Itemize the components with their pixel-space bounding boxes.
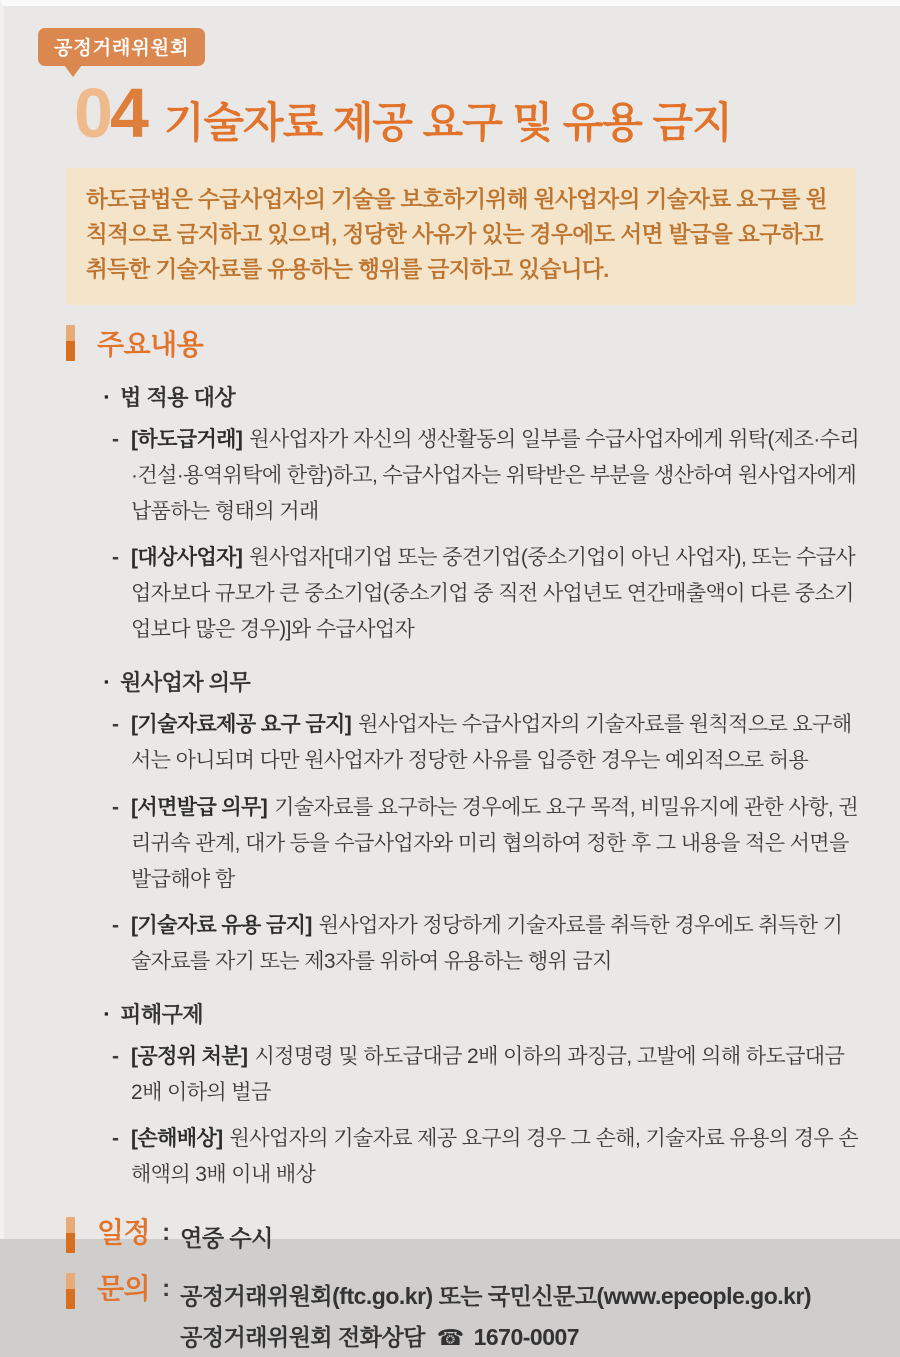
dash-marker: - [112, 545, 119, 569]
agency-badge-label: 공정거래위원회 [54, 38, 190, 59]
contact-phone-number: 1670-0007 [473, 1323, 580, 1350]
item-text: 원사업자가 자신의 생산활동의 일부를 수급사업자에게 위탁(제조·수리·건설·용역위탁에 한함)하고, 수급사업자는 위탁받은 부분을 생산하여 원사업자에게 납품하는 형태의 거래 [131, 427, 860, 523]
contact-row [66, 1271, 900, 1357]
dash-marker: - [112, 795, 119, 819]
square-bullet-icon: ▪ [104, 388, 109, 404]
section-marker-bar [66, 1273, 75, 1309]
list-item [112, 908, 860, 980]
item-tag: [기술자료제공 요구 금지] [131, 713, 352, 737]
group-label [104, 381, 860, 412]
schedule-label: 일정 [97, 1217, 151, 1249]
telephone-icon: ☎ [436, 1324, 464, 1350]
dash-marker: - [112, 1127, 119, 1151]
group-label-text: 피해구제 [120, 1002, 204, 1028]
item-text: 원사업자의 기술자료 제공 요구의 경우 그 손해, 기술자료 유용의 경우 손해액의 3배 이내 배상 [131, 1127, 859, 1187]
dash-marker: - [112, 913, 119, 937]
schedule-value: 연중 수시 [180, 1225, 273, 1252]
section-number-digit: 4 [109, 74, 146, 152]
badge-tail [64, 65, 82, 77]
group-label [104, 666, 860, 697]
item-tag: [기술자료 유용 금지] [131, 913, 312, 937]
item-text: 원사업자가 정당하게 기술자료를 취득한 경우에도 취득한 기술자료를 자기 또는 제3자를 위하여 유용하는 행위 금지 [131, 913, 843, 973]
group-law-scope [104, 381, 860, 649]
intro-box: 하도급법은 수급사업자의 기술을 보호하기위해 원사업자의 기술자료 요구를 원칙적으로 금지하고 있으며, 정당한 사유가 있는 경우에도 서면 발급을 요구하고 취득한 기술자료를 유용하는 행위를 금지하고 있습니다. [66, 168, 856, 305]
contact-details [180, 1276, 811, 1357]
contact-line-1: 공정거래위원회(ftc.go.kr) 또는 국민신문고(www.epeople.go.kr) [180, 1283, 812, 1310]
dash-marker: - [112, 427, 119, 451]
page-title: 기술자료 제공 요구 및 유용 금지 [163, 99, 732, 146]
item-text: 시정명령 및 하도급대금 2배 이하의 과징금, 고발에 의해 하도급대금 2배 이하의 벌금 [131, 1045, 845, 1105]
schedule-row [66, 1215, 900, 1253]
item-text: 기술자료를 요구하는 경우에도 요구 목적, 비밀유지에 관한 사항, 권리귀속 관계, 대가 등을 수급사업자와 미리 협의하여 정한 후 그 내용을 적은 서면을 발급해야 함 [131, 795, 859, 891]
contact-phone-caption: 공정거래위원회 전화상담 [180, 1323, 425, 1350]
dash-marker: - [112, 713, 119, 737]
dash-marker: - [112, 1045, 119, 1069]
square-bullet-icon: ▪ [104, 1006, 109, 1022]
main-section-heading [66, 323, 900, 363]
group-contractor-duties [104, 666, 860, 980]
section-marker-bar [66, 325, 75, 361]
list-item [112, 1039, 860, 1111]
group-label [104, 998, 860, 1029]
section-number-digit: 0 [74, 74, 110, 152]
list-item [112, 707, 860, 779]
list-item [112, 422, 860, 530]
item-tag: [하도급거래] [131, 427, 243, 451]
item-tag: [서면발급 의무] [131, 795, 268, 819]
group-label-text: 법 적용 대상 [120, 384, 236, 410]
group-remedies [104, 998, 860, 1193]
section-number [74, 74, 146, 152]
item-tag: [대상사업자] [131, 545, 243, 569]
item-text: 원사업자[대기업 또는 중견기업(중소기업이 아닌 사업자), 또는 수급사업자보다 규모가 큰 중소기업(중소기업 중 직전 사업년도 연간매출액이 다른 중소기업보다 많은 경우)]와 수급사업자 [131, 545, 856, 642]
item-tag: [손해배상] [131, 1127, 223, 1151]
title-row [74, 74, 900, 152]
group-label-text: 원사업자 의무 [120, 670, 251, 696]
separator: : [162, 1275, 171, 1303]
main-section-title: 주요내용 [97, 328, 204, 360]
section-marker-bar [66, 1217, 75, 1253]
contact-label: 문의 [97, 1273, 151, 1305]
item-text: 원사업자는 수급사업자의 기술자료를 원칙적으로 요구해서는 아니되며 다만 원사업자가 정당한 사유를 입증한 경우는 예외적으로 허용 [131, 713, 852, 773]
list-item [112, 790, 860, 898]
agency-badge [38, 28, 205, 66]
contact-line-2 [180, 1317, 811, 1357]
list-item [112, 540, 860, 648]
list-item [112, 1121, 860, 1193]
square-bullet-icon: ▪ [104, 674, 109, 690]
item-tag: [공정위 처분] [131, 1045, 248, 1069]
separator: : [162, 1219, 171, 1247]
